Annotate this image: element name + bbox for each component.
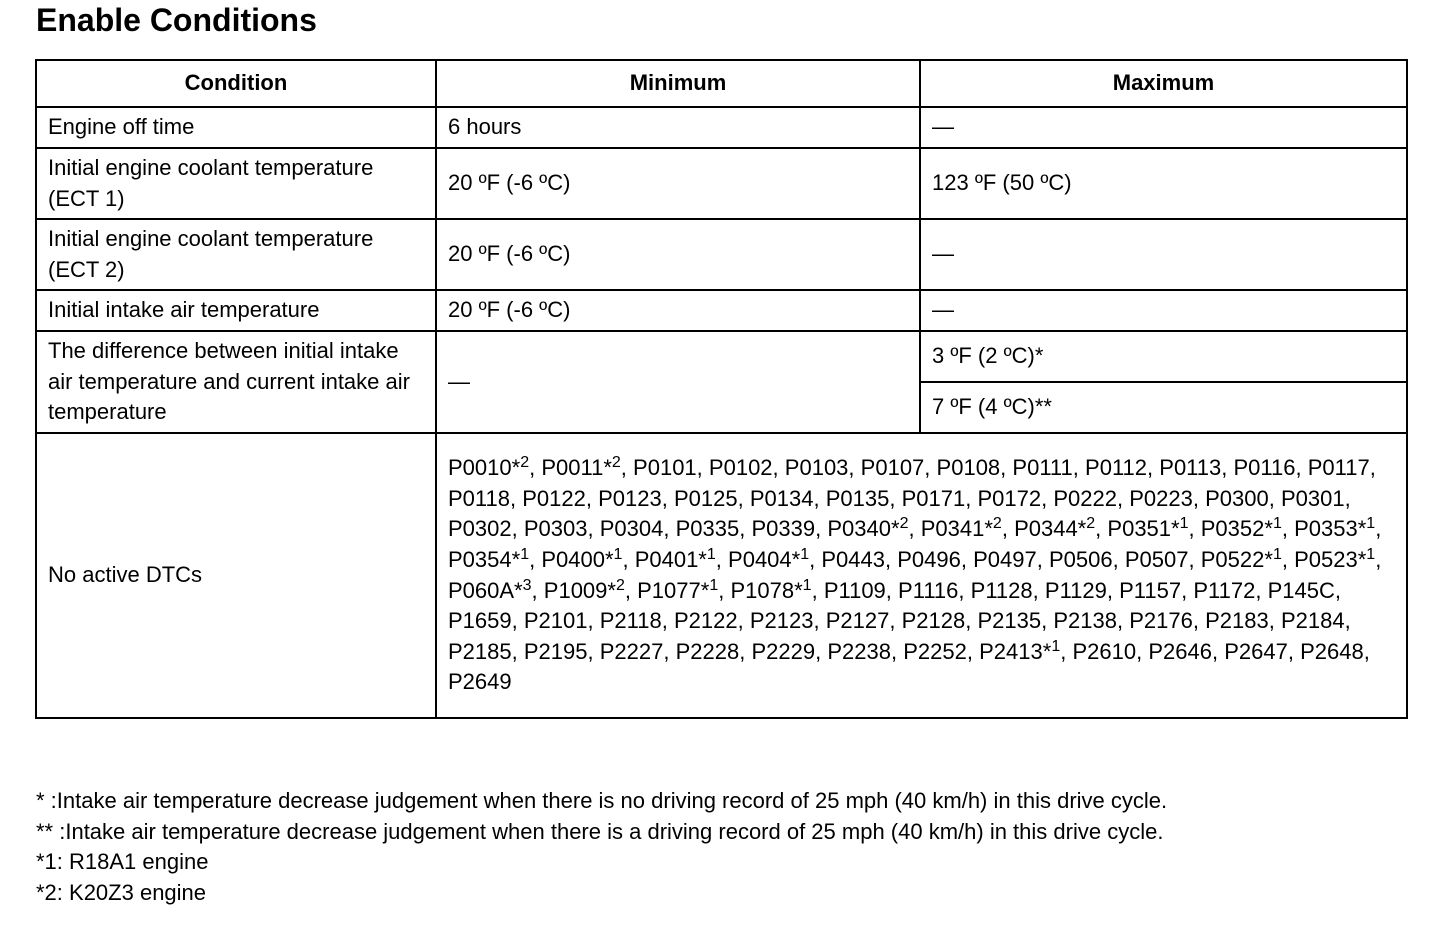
dtc-code: P2176,	[1129, 608, 1199, 634]
dtc-code: P0496,	[897, 546, 967, 572]
dtc-code-text: P0113	[1159, 455, 1222, 481]
dtc-code-text: P1172	[1193, 577, 1256, 603]
dtc-footnote-ref: 2	[899, 515, 909, 533]
dtc-code: P2123,	[749, 608, 820, 634]
dtc-code: P0101,	[633, 455, 703, 481]
dtc-code-text: P2227	[599, 638, 664, 664]
dtc-code-text: P0404*	[728, 546, 801, 572]
dtc-code-text: P0101	[633, 455, 697, 481]
dtc-code: P0302,	[448, 516, 518, 542]
dtc-code-text: P0523*	[1294, 546, 1367, 572]
condition-cell: The difference between initial intake air temperature and current intake air temperature	[36, 331, 436, 433]
dtc-code: P0111,	[1012, 455, 1079, 481]
maximum-cell: —	[920, 219, 1407, 290]
dtc-code-text: P0102	[708, 455, 773, 481]
condition-cell: Initial intake air temperature	[36, 290, 436, 331]
dtc-code-text: P0107	[860, 455, 925, 481]
dtc-footnote-ref: 1	[1366, 515, 1376, 533]
table-row	[36, 219, 1407, 290]
dtc-footnote-ref: 1	[802, 576, 812, 594]
dtc-code: P0223,	[1129, 485, 1199, 511]
dtc-code: P0102,	[708, 455, 779, 481]
dtc-code: P0125,	[673, 485, 744, 511]
dtc-code: P2135,	[977, 608, 1048, 634]
dtc-code: P0522*$^1$,	[1200, 545, 1288, 572]
dtc-code-text: P2413*	[979, 638, 1052, 664]
dtc-code-text: P0400*	[541, 546, 614, 572]
minimum-cell: 20 ºF (-6 ºC)	[436, 219, 920, 290]
dtc-code: P0443,	[821, 546, 892, 572]
minimum-cell: 20 ºF (-6 ºC)	[436, 148, 920, 219]
dtc-code: P0222,	[1053, 485, 1124, 511]
dtc-code: P0400*$^1$,	[541, 545, 629, 572]
dtc-footnote-ref: 1	[709, 576, 719, 594]
dtc-code: P0401*$^1$,	[634, 545, 722, 572]
dtc-code: P0301,	[1280, 485, 1351, 511]
dtc-code-text: P0507	[1124, 546, 1189, 572]
dtc-code: P0108,	[936, 455, 1007, 481]
dtc-code: P2183,	[1205, 608, 1275, 634]
dtc-code: P2647,	[1224, 638, 1294, 664]
dtc-code-text: P2610	[1072, 638, 1137, 664]
dtc-code-text: P0134	[749, 485, 814, 511]
dtc-code-text: P2185	[448, 638, 512, 664]
dtc-code-text: P0103	[784, 455, 849, 481]
dtc-code: P2610,	[1072, 638, 1143, 664]
condition-cell: No active DTCs	[36, 433, 436, 718]
dtc-code: P145C,	[1267, 577, 1341, 603]
dtc-footnote-ref: 2	[992, 515, 1002, 533]
dtc-code-text: P0340*	[827, 516, 900, 542]
condition-cell: Engine off time	[36, 107, 436, 148]
dtc-code: P2227,	[599, 638, 670, 664]
dtc-code-text: P2647	[1224, 638, 1288, 664]
table-row	[36, 148, 1407, 219]
dtc-code-text: P0344*	[1014, 516, 1087, 542]
maximum-cell: —	[920, 290, 1407, 331]
dtc-code-text: P0111	[1012, 455, 1073, 481]
dtc-code-text: P0302	[448, 516, 512, 542]
dtc-code-text: P2128	[901, 608, 966, 634]
dtc-code	[448, 669, 512, 694]
dtc-code: P0339,	[751, 516, 822, 542]
dtc-code-text: P0353*	[1294, 516, 1367, 542]
dtc-code-text: P0339	[751, 516, 816, 542]
dtc-code: P0010*$^2$,	[448, 454, 536, 481]
table-row	[36, 290, 1407, 331]
dtc-code-text: P2176	[1129, 608, 1193, 634]
header-row	[36, 60, 1407, 107]
dtc-code: P1116,	[898, 577, 965, 603]
dtc-code: P2238,	[827, 638, 898, 664]
dtc-code: P0103,	[784, 455, 855, 481]
dtc-code: P0497,	[973, 546, 1043, 572]
condition-cell: Initial engine coolant temperature (ECT 2)	[36, 219, 436, 290]
table-row	[36, 107, 1407, 148]
maximum-cell: 7 ºF (4 ºC)**	[920, 382, 1407, 433]
dtc-code-text: P0117	[1307, 455, 1370, 481]
dtc-code: P0506,	[1049, 546, 1119, 572]
footnote: *1: R18A1 engine	[36, 849, 209, 874]
dtc-code: P2101,	[523, 608, 594, 634]
dtc-list-cell	[436, 433, 1407, 718]
dtc-footnote-ref: 1	[520, 545, 530, 563]
dtc-code-text: P2195	[523, 638, 588, 664]
dtc-code-text: P0506	[1049, 546, 1113, 572]
dtc-code-text: P0496	[897, 546, 961, 572]
dtc-code-text: P0223	[1129, 485, 1193, 511]
dtc-code: P1157,	[1119, 577, 1188, 603]
dtc-code-text: P2127	[825, 608, 890, 634]
dtc-code-text: P0171	[901, 485, 966, 511]
dtc-code: P1172,	[1193, 577, 1262, 603]
dtc-footnote-ref: 2	[1086, 515, 1096, 533]
dtc-code: P0353*$^1$,	[1294, 515, 1382, 542]
dtc-code: P1659,	[448, 608, 518, 634]
dtc-code-text: P0172	[977, 485, 1042, 511]
dtc-code: P0011*$^2$,	[541, 454, 627, 481]
dtc-footnote-ref: 1	[1272, 545, 1282, 563]
dtc-code: P0507,	[1124, 546, 1195, 572]
dtc-code-text: P1009*	[543, 577, 616, 603]
dtc-code: P0113,	[1159, 455, 1228, 481]
dtc-code-text: P2648	[1300, 638, 1364, 664]
dtc-code: P2184,	[1280, 608, 1351, 634]
dtc-code: P2228,	[675, 638, 746, 664]
dtc-code: P1077*$^1$,	[637, 576, 725, 603]
dtc-code: P0354*$^1$,	[448, 545, 536, 572]
dtc-code-text: P0354*	[448, 546, 521, 572]
dtc-code: P0404*$^1$,	[728, 545, 816, 572]
maximum-cell: 123 ºF (50 ºC)	[920, 148, 1407, 219]
dtc-footnote-ref: 1	[1272, 515, 1282, 533]
dtc-footnote-ref: 2	[520, 454, 530, 472]
dtc-code: P0172,	[977, 485, 1048, 511]
footnotes	[36, 786, 1167, 908]
dtc-footnote-ref: 1	[800, 545, 810, 563]
dtc-code-text: P0352*	[1200, 516, 1273, 542]
dtc-code-text: P2646	[1148, 638, 1212, 664]
dtc-code-text: P0112	[1085, 455, 1148, 481]
dtc-footnote-ref: 1	[1179, 515, 1189, 533]
dtc-code-text: P060A*	[448, 577, 523, 603]
dtc-code-text: P0401*	[634, 546, 707, 572]
dtc-code-text: P1109	[823, 577, 886, 603]
dtc-code: P0123,	[598, 485, 668, 511]
dtc-code-text: P0108	[936, 455, 1001, 481]
condition-cell: Initial engine coolant temperature (ECT 1)	[36, 148, 436, 219]
dtc-code: P0112,	[1085, 455, 1154, 481]
dtc-code-text: P2229	[751, 638, 816, 664]
dtc-code: P2648,	[1300, 638, 1370, 664]
dtc-footnote-ref: 1	[1051, 637, 1061, 655]
dtc-code-text: P0011*	[541, 455, 612, 481]
dtc-code: P2138,	[1053, 608, 1124, 634]
page-title: Enable Conditions	[36, 2, 317, 38]
dtc-code: P1009*$^2$,	[543, 576, 631, 603]
dtc-code-text: P2123	[749, 608, 814, 634]
dtc-code-text: P2122	[673, 608, 738, 634]
dtc-code-text: P0301	[1280, 485, 1345, 511]
dtc-code-text: P0118	[448, 485, 510, 511]
dtc-code-text: P0135	[825, 485, 890, 511]
dtc-code: P2122,	[673, 608, 744, 634]
dtc-code: P0107,	[860, 455, 931, 481]
dtc-code: P0340*$^2$,	[827, 515, 915, 542]
dtc-code-text: P0522*	[1200, 546, 1273, 572]
dtc-footnote-ref: 1	[706, 545, 716, 563]
dtc-code-text: P0123	[598, 485, 662, 511]
dtc-code: P0303,	[523, 516, 594, 542]
dtc-code: P2185,	[448, 638, 518, 664]
dtc-code: P0117,	[1307, 455, 1376, 481]
dtc-code-text: P1129	[1044, 577, 1107, 603]
dtc-code-text: P1077*	[637, 577, 710, 603]
header-minimum: Minimum	[436, 60, 920, 107]
dtc-code-text: P1116	[898, 577, 959, 603]
dtc-code-text: P0497	[973, 546, 1037, 572]
footnote: ** :Intake air temperature decrease judgement when there is a driving record of 25 mph (40 km/h) in this drive cycle.	[36, 818, 1164, 844]
dtc-code: P2195,	[523, 638, 594, 664]
dtc-code-text: P0304	[599, 516, 664, 542]
dtc-code: P0171,	[901, 485, 972, 511]
dtc-code: P1128,	[970, 577, 1039, 603]
dtc-code-text: P2138	[1053, 608, 1117, 634]
dtc-code: P2252,	[903, 638, 973, 664]
dtc-code: P0344*$^2$,	[1014, 515, 1102, 542]
dtc-code: P2128,	[901, 608, 972, 634]
minimum-cell: —	[436, 331, 920, 433]
dtc-code: P0352*$^1$,	[1200, 515, 1288, 542]
dtc-code: P2127,	[825, 608, 896, 634]
dtc-code: P2413*$^1$,	[979, 637, 1067, 664]
dtc-list	[448, 453, 1395, 698]
table-row	[36, 433, 1407, 718]
dtc-code: P0341*$^2$,	[920, 515, 1008, 542]
dtc-code-text: P2228	[675, 638, 740, 664]
footnote: *2: K20Z3 engine	[36, 879, 207, 905]
footnote: * :Intake air temperature decrease judgement when there is no driving record of 25 mph (40 km/h) in this drive cycle.	[36, 788, 1168, 813]
dtc-code-text: P0125	[673, 485, 738, 511]
maximum-cell: —	[920, 107, 1407, 148]
dtc-footnote-ref: 2	[611, 454, 621, 472]
dtc-code-text: P145C	[1267, 577, 1335, 603]
dtc-code-text: P2118	[599, 608, 662, 634]
dtc-code-text: P2238	[827, 638, 891, 664]
dtc-code-text: P2184	[1280, 608, 1345, 634]
dtc-code: P0116,	[1233, 455, 1302, 481]
dtc-code-text: P0010*	[448, 455, 521, 481]
dtc-code: P1129,	[1044, 577, 1113, 603]
minimum-cell: 6 hours	[436, 107, 920, 148]
dtc-code: P1078*$^1$,	[730, 576, 818, 603]
dtc-footnote-ref: 3	[522, 576, 532, 594]
dtc-code-text: P0222	[1053, 485, 1117, 511]
header-maximum: Maximum	[920, 60, 1407, 107]
dtc-code-text: P0122	[522, 485, 586, 511]
dtc-code-text: P0300	[1205, 485, 1269, 511]
dtc-code-text: P0351*	[1107, 516, 1180, 542]
header-condition: Condition	[36, 60, 436, 107]
maximum-cell: 3 ºF (2 ºC)*	[920, 331, 1407, 382]
minimum-cell: 20 ºF (-6 ºC)	[436, 290, 920, 331]
dtc-code: P0300,	[1205, 485, 1275, 511]
dtc-code: P2646,	[1148, 638, 1219, 664]
dtc-footnote-ref: 1	[1366, 545, 1376, 563]
dtc-code-text: P0341*	[920, 516, 993, 542]
dtc-code-text: P0335	[675, 516, 740, 542]
dtc-code-text: P0116	[1233, 455, 1296, 481]
enable-conditions-table	[35, 59, 1408, 719]
dtc-code-text: P2101	[523, 608, 588, 634]
dtc-code: P1109,	[823, 577, 892, 603]
dtc-code: P060A*$^3$,	[448, 576, 538, 603]
dtc-footnote-ref: 1	[613, 545, 623, 563]
dtc-code-text: P0443	[821, 546, 885, 572]
dtc-code-text: P2252	[903, 638, 967, 664]
dtc-code: P2118,	[599, 608, 668, 634]
dtc-code-text: P0303	[523, 516, 588, 542]
dtc-code-text: P2183	[1205, 608, 1269, 634]
dtc-code-text: P1128	[970, 577, 1033, 603]
dtc-code: P0351*$^1$,	[1107, 515, 1195, 542]
dtc-code-text: P2135	[977, 608, 1042, 634]
dtc-code: P0134,	[749, 485, 820, 511]
dtc-code: P0135,	[825, 485, 896, 511]
table-row	[36, 331, 1407, 382]
dtc-code-text: P1659	[448, 608, 512, 634]
dtc-code: P2229,	[751, 638, 822, 664]
dtc-code: P0335,	[675, 516, 746, 542]
dtc-code: P0118,	[448, 485, 517, 511]
dtc-code: P0523*$^1$,	[1294, 545, 1382, 572]
dtc-footnote-ref: 2	[615, 576, 625, 594]
dtc-code: P0122,	[522, 485, 592, 511]
dtc-code-text: P1078*	[730, 577, 803, 603]
dtc-code: P0304,	[599, 516, 670, 542]
dtc-code-text: P2649	[448, 669, 512, 695]
dtc-code-text: P1157	[1119, 577, 1182, 603]
